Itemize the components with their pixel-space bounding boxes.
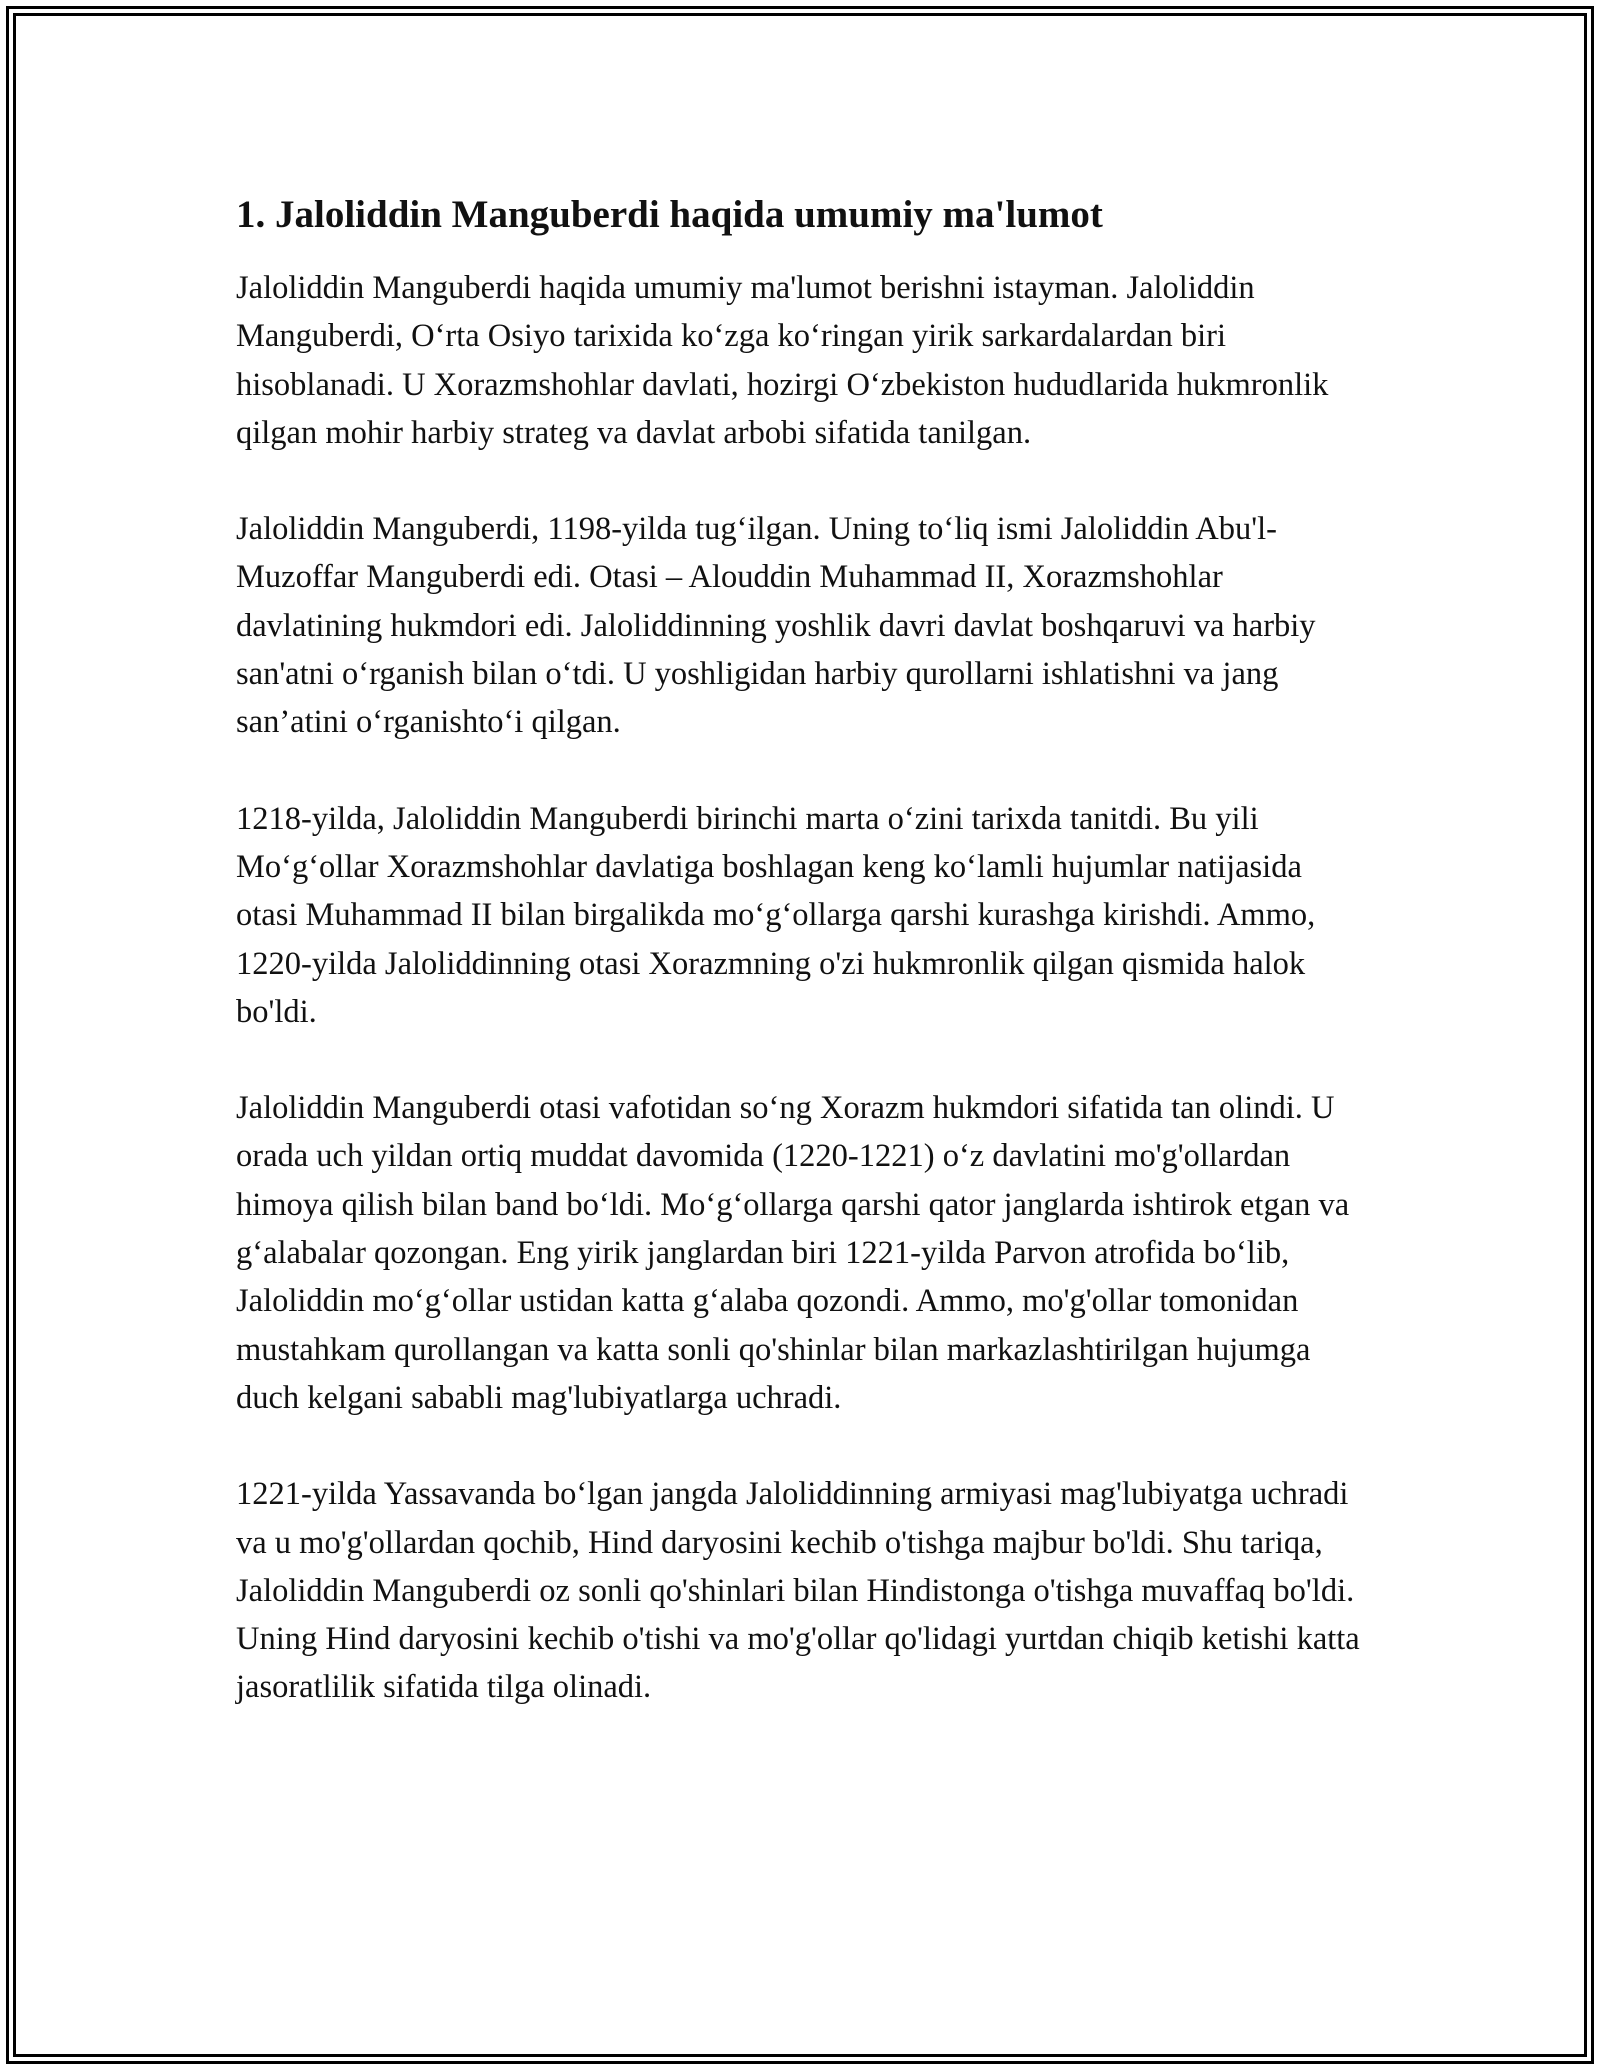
section-heading: 1. Jaloliddin Manguberdi haqida umumiy ma'lumot <box>236 193 1103 236</box>
paragraph-intro: Jaloliddin Manguberdi haqida umumiy ma'lumot berishni istayman. Jaloliddin Manguberdi, Oʻrta Osiyo tarixida koʻzga koʻringan yirik sarkardalardan biri hisoblanadi. U Xorazmshohlar davlati, hozirgi Oʻzbekiston hududlarida hukmronlik qilgan mohir harbiy strateg va davlat arbobi sifatida tanilgan. <box>236 270 1329 451</box>
paragraph-birth: Jaloliddin Manguberdi, 1198-yilda tugʻilgan. Uning toʻliq ismi Jaloliddin Abu'l-Muzoffar Manguberdi edi. Otasi – Alouddin Muhammad II, Xorazmshohlar davlatining hukmdori edi. Jaloliddinning yoshlik davri davlat boshqaruvi va harbiy san'atni oʻrganish bilan oʻtdi. U yoshligidan harbiy qurollarni ishlatishni va jang san’atini oʻrganishtoʻi qilgan. <box>236 511 1316 741</box>
paragraph-1218: 1218-yilda, Jaloliddin Manguberdi birinchi marta oʻzini tarixda tanitdi. Bu yili Moʻgʻollar Xorazmshohlar davlatiga boshlagan keng koʻlamli hujumlar natijasida otasi Muhammad II bilan birgalikda moʻgʻollarga qarshi kurashga kirishdi. Ammo, 1220-yilda Jaloliddinning otasi Xorazmning o'zi hukmronlik qilgan qismida halok bo'ldi. <box>236 800 1316 1030</box>
paragraph-1221: 1221-yilda Yassavanda boʻlgan jangda Jaloliddinning armiyasi mag'lubiyatga uchradi va u mo'g'ollardan qochib, Hind daryosini kechib o'tishga majbur bo'ldi. Shu tariqa, Jaloliddin Manguberdi oz sonli qo'shinlari bilan Hindistonga o'tishga muvaffaq bo'ldi. Uning Hind daryosini kechib o'tishi va mo'g'ollar qo'lidagi yurtdan chiqib ketishi katta jasoratlilik sifatida tilga olinadi. <box>236 1476 1360 1706</box>
document-body <box>236 190 1364 1712</box>
paragraph-rule: Jaloliddin Manguberdi otasi vafotidan soʻng Xorazm hukmdori sifatida tan olindi. U orada uch yildan ortiq muddat davomida (1220-1221) oʻz davlatini mo'g'ollardan himoya qilish bilan band boʻldi. Moʻgʻollarga qarshi qator janglarda ishtirok etgan va gʻalabalar qozongan. Eng yirik janglardan biri 1221-yilda Parvon atrofida boʻlib, Jaloliddin moʻgʻollar ustidan katta gʻalaba qozondi. Ammo, mo'g'ollar tomonidan mustahkam qurollangan va katta sonli qo'shinlar bilan markazlashtirilgan hujumga duch kelgani sababli mag'lubiyatlarga uchradi. <box>236 1090 1350 1416</box>
